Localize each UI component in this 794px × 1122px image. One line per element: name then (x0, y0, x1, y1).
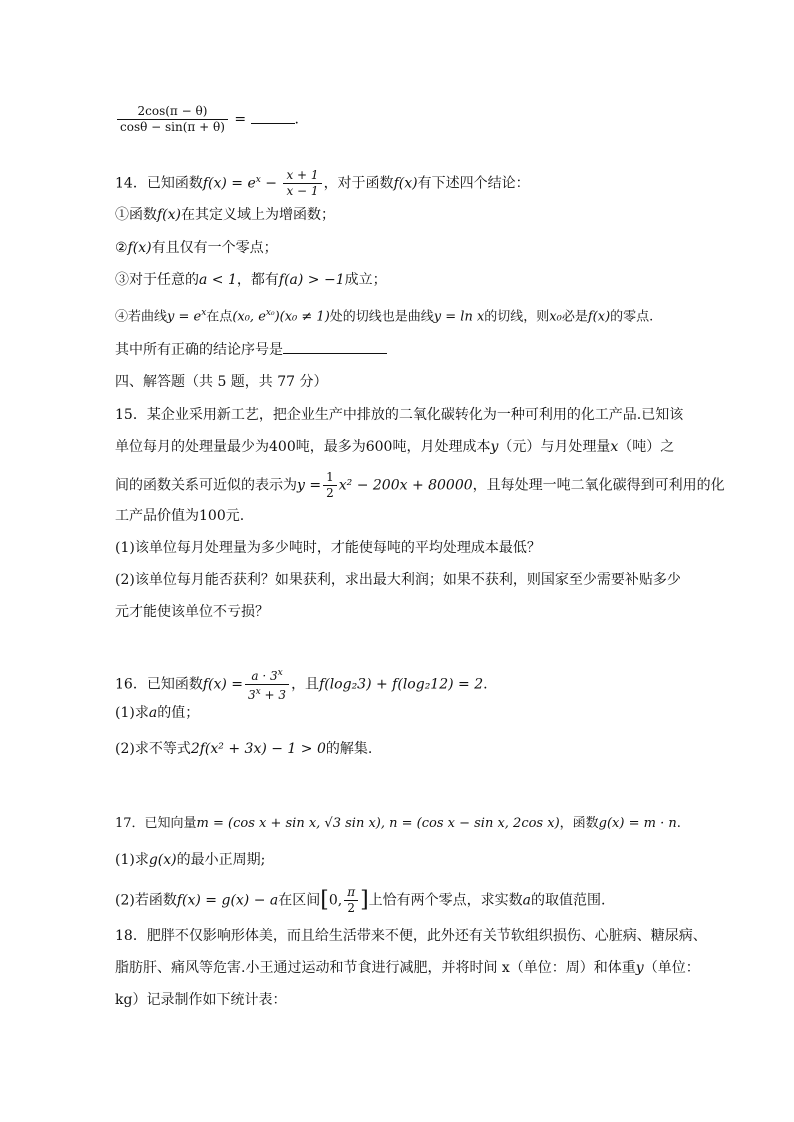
q14-fraction: $\frac{x + 1}{x - 1}$ (283, 168, 321, 199)
q17-fraction: $\frac{\pi}{2}$ (344, 885, 358, 916)
q17-stem: 17．已知向量m = (cos x + sin x, √3 sin x), n = (cos x − sin x, 2cos x)，函数g(x) = m · n. (115, 816, 681, 831)
q14-answer-blank (283, 353, 387, 354)
q15-line-1: 15．某企业采用新工艺，把企业生产中排放的二氧化碳转化为一种可利用的化工产品.已知该 (115, 407, 684, 423)
section-heading: 四、解答题（共 5 题，共 77 分） (115, 374, 328, 390)
q13-tail: $\frac{2\cos(\pi - \theta)}{\cos\theta - \sin(\pi + \theta)}$ = . (115, 104, 299, 135)
q15-line-4: 工产品价值为100元. (115, 508, 245, 524)
q18-line-3: kg）记录制作如下统计表： (115, 992, 287, 1008)
q16-part-2: (2)求不等式2f(x² + 3x) − 1 > 0的解集. (115, 741, 373, 757)
q18-line-1: 18．肥胖不仅影响形体美，而且给生活带来不便，此外还有关节软组织损伤、心脏病、糖尿病、 (115, 928, 707, 944)
q16-stem: 16．已知函数f(x) = $\frac{a \cdot 3^x}{3^x + 3}$ ，且f(log₂3) + f(log₂12) = 2. (115, 668, 488, 702)
q16-fraction: $\frac{a \cdot 3^x}{3^x + 3}$ (245, 666, 289, 703)
q14-conclusion-3: ③对于任意的a < 1，都有f(a) > −1成立； (115, 272, 387, 288)
q15-part-2b: 元才能使该单位不亏损？ (115, 604, 269, 620)
q14-conclusion-1: ①函数f(x)在其定义域上为增函数； (115, 207, 336, 223)
q15-part-2a: (2)该单位每月能否获利？如果获利，求出最大利润；如果不获利，则国家至少需要补贴多少 (115, 572, 681, 588)
q18-line-2: 脂肪肝、痛风等危害.小王通过运动和节食进行减肥，并将时间 x（单位：周）和体重y（单位： (115, 960, 700, 976)
q17-part-1: (1)求g(x)的最小正周期; (115, 852, 266, 868)
q14-conclusion-2: ②f(x)有且仅有一个零点； (115, 240, 278, 256)
q15-line-3: 间的函数关系可近似的表示为y = $\frac{1}{2}$ x² − 200x + 80000，且每处理一吨二氧化碳得到可利用的化 (115, 470, 725, 500)
q16-part-1: (1)求a的值； (115, 705, 200, 721)
q15-line-2: 单位每月的处理量最少为400吨，最多为600吨，月处理成本y（元）与月处理量x（吨）之 (115, 439, 675, 455)
q13-fraction: $\frac{2\cos(\pi - \theta)}{\cos\theta - \sin(\pi + \theta)}$ (117, 104, 228, 135)
q14-conclusion-4: ④若曲线$y = e^x$在点(x₀, $e^{x_0})(x_0 \ne 1)$处的切线也是曲线y = ln x的切线，则x₀必是f(x)的零点. (115, 308, 654, 325)
q13-answer-blank (251, 123, 295, 124)
q14-ask: 其中所有正确的结论序号是 (115, 340, 387, 360)
q14-stem: 14．已知函数$f(x) = e^x$ − $\frac{x + 1}{x - 1}$ ，对于函数f(x)有下述四个结论： (115, 168, 530, 198)
q17-part-2: (2)若函数f(x) = g(x) − a在区间[0, $\frac{\pi}{2}$ ]上恰有两个零点，求实数a的取值范围. (115, 885, 606, 915)
q15-fraction: $\frac{1}{2}$ (323, 470, 337, 501)
q15-part-1: (1)该单位每月处理量为多少吨时，才能使每吨的平均处理成本最低？ (115, 540, 541, 556)
